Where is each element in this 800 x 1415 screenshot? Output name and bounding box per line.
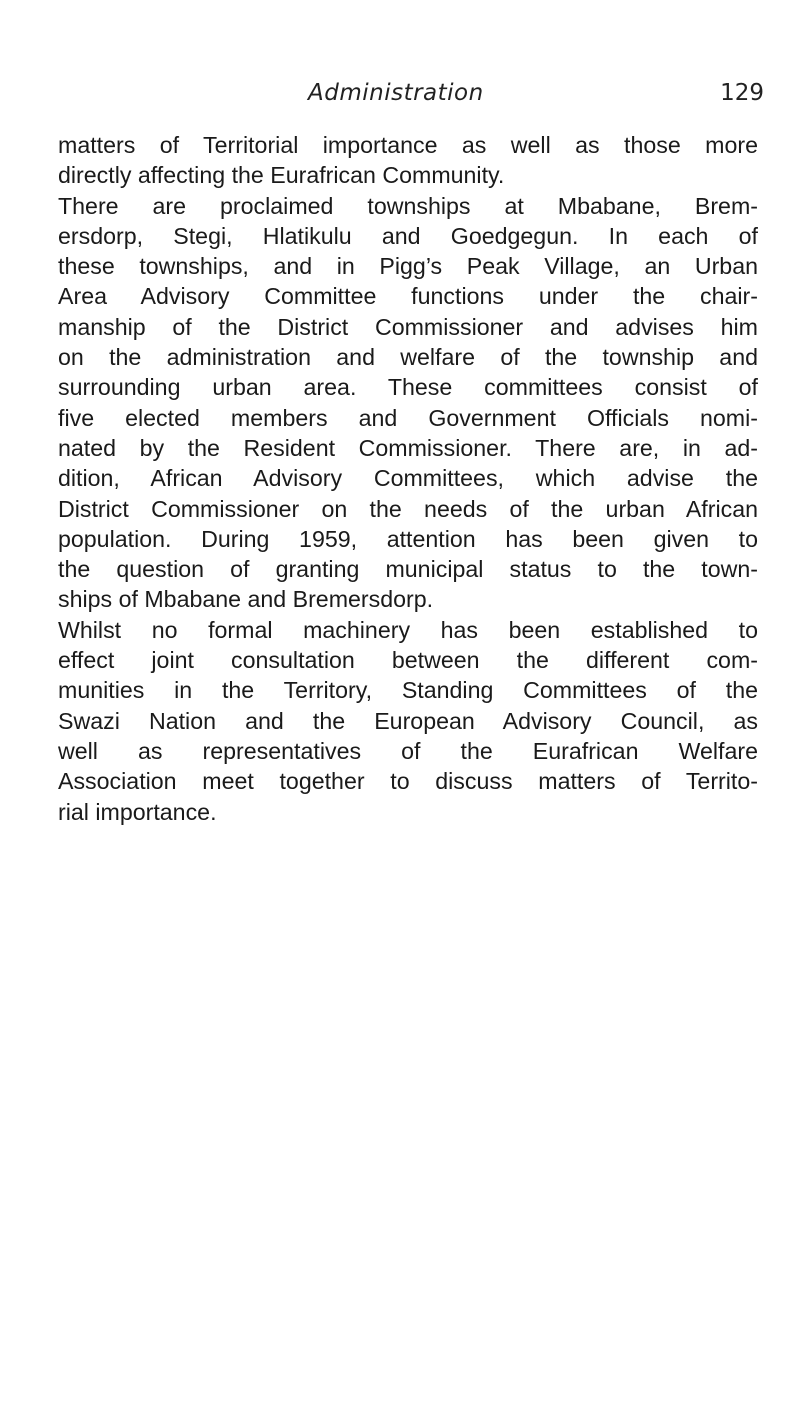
- text-line: Association meet together to discuss matters of Territo-: [58, 768, 758, 795]
- text-line: District Commissioner on the needs of the urban African: [58, 495, 758, 522]
- text-line: ships of Mbabane and Bremersdorp.: [58, 586, 434, 613]
- running-title: Administration: [308, 80, 484, 106]
- text-line: nated by the Resident Commissioner. There are, in ad-: [58, 434, 758, 461]
- text-line: population. During 1959, attention has been given to: [58, 525, 758, 552]
- text-line: effect joint consultation between the different com-: [58, 647, 758, 674]
- text-line: manship of the District Commissioner and advises him: [58, 313, 758, 340]
- text-line: well as representatives of the Eurafrican Welfare: [58, 737, 758, 764]
- text-line: the question of granting municipal status to the town-: [58, 556, 758, 583]
- page-number: 129: [720, 80, 764, 106]
- text-line: matters of Territorial importance as well as those more: [58, 132, 758, 158]
- text-line: surrounding urban area. These committees consist of: [58, 374, 758, 401]
- text-line: Area Advisory Committee functions under the chair-: [58, 283, 758, 310]
- text-line: There are proclaimed townships at Mbabane, Brem-: [58, 192, 758, 219]
- body-text: [58, 130, 758, 827]
- text-line: rial importance.: [58, 798, 217, 825]
- text-line: on the administration and welfare of the township and: [58, 344, 758, 371]
- text-line: directly affecting the Eurafrican Community.: [58, 162, 505, 189]
- text-line: ersdorp, Stegi, Hlatikulu and Goedgegun. In each of: [58, 222, 758, 249]
- running-head: [0, 80, 800, 120]
- text-line: dition, African Advisory Committees, which advise the: [58, 465, 758, 492]
- text-line: these townships, and in Pigg’s Peak Village, an Urban: [58, 253, 758, 280]
- text-line: Whilst no formal machinery has been established to: [58, 616, 758, 643]
- text-line: Swazi Nation and the European Advisory Council, as: [58, 707, 758, 734]
- text-line: munities in the Territory, Standing Committees of the: [58, 677, 758, 704]
- text-line: five elected members and Government Officials nomi-: [58, 404, 758, 431]
